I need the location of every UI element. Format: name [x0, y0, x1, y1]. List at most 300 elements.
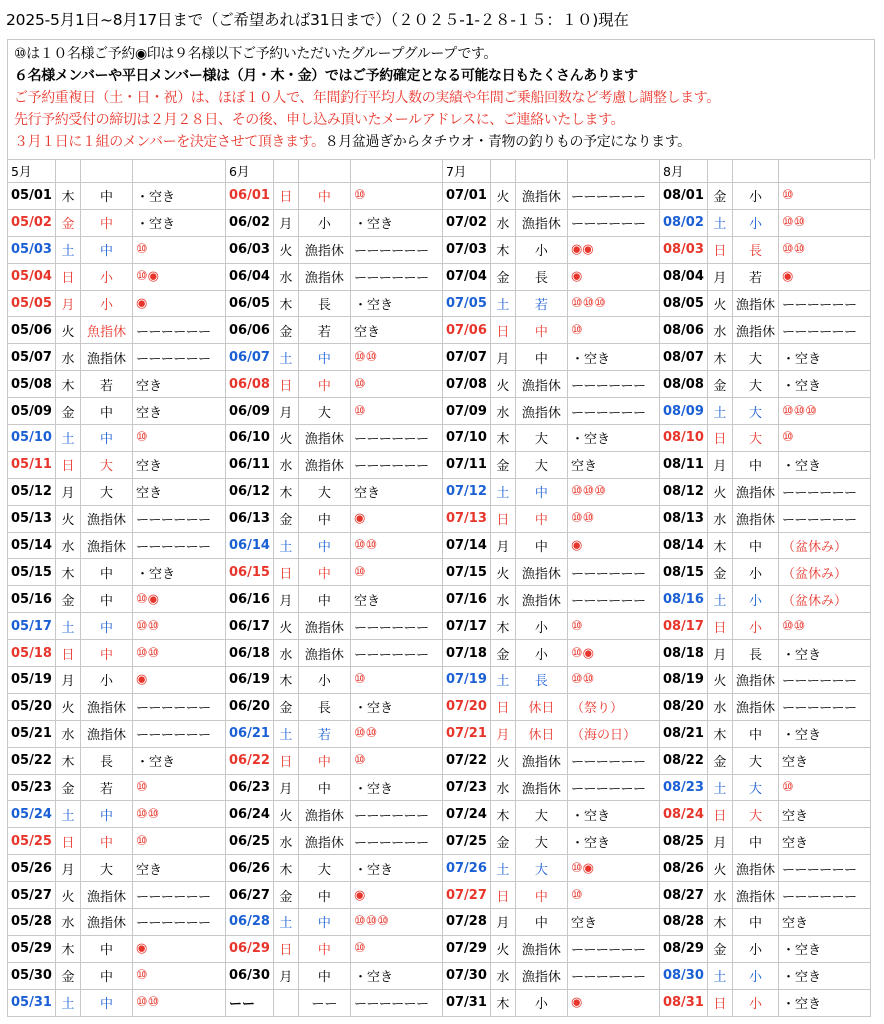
day-status-cell: ・空き: [567, 801, 659, 828]
day-weekday-cell: 木: [490, 801, 515, 828]
day-date-cell: 05/26: [8, 855, 56, 882]
day-status-cell: ⑩: [350, 935, 442, 962]
notice-box: [7, 39, 875, 159]
day-date-cell: 07/02: [442, 209, 490, 236]
day-date-cell: 06/03: [226, 236, 274, 263]
day-status-cell: ・空き: [133, 747, 226, 774]
day-status-cell: ・空き: [567, 828, 659, 855]
day-date-cell: 07/08: [442, 371, 490, 398]
day-status-cell: ーーーーーー: [350, 989, 442, 1016]
day-tide-cell: 長: [515, 263, 567, 290]
day-weekday-cell: 日: [490, 693, 515, 720]
day-tide-cell: 中: [515, 478, 567, 505]
schedule-row: [8, 667, 871, 694]
notice-line-5-part-a: ３月１日に１組のメンバーを決定させて頂きます。: [14, 134, 325, 150]
day-weekday-cell: 金: [490, 263, 515, 290]
schedule-row: [8, 478, 871, 505]
day-weekday-cell: 火: [707, 667, 732, 694]
day-status-cell: ⑩⑩⑩: [567, 478, 659, 505]
day-status-cell: ・空き: [567, 425, 659, 452]
day-weekday-cell: 月: [490, 532, 515, 559]
day-tide-cell: 漁指休: [515, 371, 567, 398]
day-date-cell: 07/17: [442, 613, 490, 640]
day-status-cell: 空き: [133, 451, 226, 478]
day-date-cell: 07/26: [442, 855, 490, 882]
day-weekday-cell: 木: [707, 909, 732, 936]
day-tide-cell: 漁指休: [515, 747, 567, 774]
day-weekday-cell: 木: [490, 989, 515, 1016]
day-status-cell: ・空き: [133, 209, 226, 236]
day-status-cell: ◉: [350, 882, 442, 909]
day-status-cell: （盆休み）: [778, 559, 870, 586]
day-tide-cell: 中: [81, 828, 133, 855]
day-date-cell: 07/29: [442, 935, 490, 962]
day-tide-cell: 漁指休: [732, 855, 778, 882]
day-date-cell: 05/12: [8, 478, 56, 505]
day-tide-cell: 中: [298, 909, 350, 936]
day-weekday-cell: 月: [273, 398, 298, 425]
day-status-cell: ⑩⑩: [133, 801, 226, 828]
day-tide-cell: 小: [732, 209, 778, 236]
day-date-cell: 08/12: [659, 478, 707, 505]
schedule-row: [8, 344, 871, 371]
schedule-row: [8, 371, 871, 398]
day-status-cell: ・空き: [778, 451, 870, 478]
day-weekday-cell: 水: [56, 909, 81, 936]
day-date-cell: 06/18: [226, 640, 274, 667]
day-tide-cell: 中: [298, 344, 350, 371]
day-weekday-cell: 土: [56, 613, 81, 640]
schedule-row: [8, 935, 871, 962]
day-status-cell: ーーーーーー: [567, 747, 659, 774]
day-date-cell: 05/24: [8, 801, 56, 828]
day-weekday-cell: 水: [273, 451, 298, 478]
day-status-cell: ⑩◉: [133, 586, 226, 613]
day-weekday-cell: 月: [273, 209, 298, 236]
day-tide-cell: 小: [732, 613, 778, 640]
day-tide-cell: 大: [732, 371, 778, 398]
day-date-cell: 08/14: [659, 532, 707, 559]
day-weekday-cell: 日: [273, 935, 298, 962]
day-date-cell: 05/23: [8, 774, 56, 801]
day-tide-cell: 大: [732, 425, 778, 452]
day-tide-cell: 小: [515, 613, 567, 640]
day-weekday-cell: 火: [707, 855, 732, 882]
day-date-cell: 07/27: [442, 882, 490, 909]
day-status-cell: ーーーーーー: [778, 317, 870, 344]
day-date-cell: 07/28: [442, 909, 490, 936]
day-tide-cell: 漁指休: [732, 882, 778, 909]
day-date-cell: 05/09: [8, 398, 56, 425]
day-tide-cell: 漁指休: [298, 828, 350, 855]
day-weekday-cell: 土: [273, 909, 298, 936]
day-status-cell: ーーーーーー: [778, 855, 870, 882]
day-weekday-cell: 土: [707, 209, 732, 236]
page-title: 2025-5月1日~8月17日まで（ご希望あれば31日まで）（２０２５-1-２８-１５：１０)現在: [6, 11, 629, 29]
day-date-cell: 08/11: [659, 451, 707, 478]
day-tide-cell: 中: [298, 183, 350, 210]
day-tide-cell: 漁指休: [515, 586, 567, 613]
schedule-row: [8, 828, 871, 855]
day-tide-cell: 大: [515, 451, 567, 478]
day-status-cell: ーーーーーー: [778, 290, 870, 317]
day-date-cell: 07/30: [442, 962, 490, 989]
day-status-cell: ◉: [133, 667, 226, 694]
day-date-cell: 08/18: [659, 640, 707, 667]
month-header-row: [8, 160, 871, 183]
day-tide-cell: 中: [298, 747, 350, 774]
day-date-cell: 08/06: [659, 317, 707, 344]
notice-line-2: ６名様メンバーや平日メンバー様は（月・木・金）ではご予約確定となる可能な日もたくさんあります: [14, 68, 638, 84]
day-weekday-cell: 月: [707, 640, 732, 667]
day-tide-cell: 中: [732, 909, 778, 936]
day-date-cell: 07/18: [442, 640, 490, 667]
day-tide-cell: 漁指休: [515, 183, 567, 210]
day-tide-cell: 小: [732, 989, 778, 1016]
day-tide-cell: 漁指休: [515, 935, 567, 962]
day-date-cell: 05/08: [8, 371, 56, 398]
day-date-cell: 06/12: [226, 478, 274, 505]
day-weekday-cell: 木: [56, 371, 81, 398]
day-tide-cell: 漁指休: [81, 532, 133, 559]
day-status-cell: ・空き: [778, 962, 870, 989]
day-tide-cell: 小: [81, 290, 133, 317]
day-tide-cell: 休日: [515, 693, 567, 720]
day-tide-cell: 若: [81, 774, 133, 801]
day-tide-cell: 小: [298, 209, 350, 236]
day-status-cell: ⑩⑩: [133, 989, 226, 1016]
day-status-cell: 空き: [778, 828, 870, 855]
day-tide-cell: 中: [298, 505, 350, 532]
day-status-cell: ・空き: [778, 640, 870, 667]
day-weekday-cell: 木: [56, 747, 81, 774]
day-date-cell: 05/02: [8, 209, 56, 236]
day-date-cell: 06/09: [226, 398, 274, 425]
day-date-cell: 08/08: [659, 371, 707, 398]
day-tide-cell: 漁指休: [732, 290, 778, 317]
day-weekday-cell: 日: [56, 451, 81, 478]
day-tide-cell: 大: [515, 425, 567, 452]
day-tide-cell: 大: [732, 801, 778, 828]
day-weekday-cell: 木: [273, 478, 298, 505]
day-status-cell: 空き: [133, 371, 226, 398]
day-status-cell: ⑩: [567, 613, 659, 640]
day-tide-cell: 魚指休: [81, 317, 133, 344]
day-weekday-cell: 土: [490, 667, 515, 694]
day-tide-cell: 大: [515, 828, 567, 855]
day-weekday-cell: 日: [707, 425, 732, 452]
day-tide-cell: 中: [515, 882, 567, 909]
day-date-cell: 06/30: [226, 962, 274, 989]
day-weekday-cell: 日: [707, 236, 732, 263]
schedule-row: [8, 855, 871, 882]
day-date-cell: 08/23: [659, 774, 707, 801]
day-status-cell: ・空き: [778, 371, 870, 398]
day-weekday-cell: 月: [56, 855, 81, 882]
schedule-row: [8, 747, 871, 774]
month-header-august: 8月: [659, 160, 707, 183]
day-tide-cell: 小: [732, 962, 778, 989]
day-tide-cell: 中: [81, 209, 133, 236]
day-date-cell: 07/31: [442, 989, 490, 1016]
day-tide-cell: 長: [515, 667, 567, 694]
day-date-cell: 08/25: [659, 828, 707, 855]
day-status-cell: ーーーーーー: [133, 720, 226, 747]
day-tide-cell: 若: [298, 317, 350, 344]
day-status-cell: ◉: [133, 935, 226, 962]
day-weekday-cell: 水: [273, 640, 298, 667]
day-status-cell: ーーーーーー: [778, 693, 870, 720]
day-weekday-cell: 木: [273, 290, 298, 317]
day-status-cell: ・空き: [350, 774, 442, 801]
notice-line-5: [14, 131, 874, 153]
day-tide-cell: 漁指休: [515, 774, 567, 801]
day-tide-cell: 中: [298, 559, 350, 586]
day-status-cell: ーーーーーー: [133, 882, 226, 909]
day-tide-cell: 中: [515, 532, 567, 559]
day-tide-cell: 中: [298, 532, 350, 559]
day-weekday-cell: 土: [273, 532, 298, 559]
day-weekday-cell: 火: [490, 747, 515, 774]
day-date-cell: 08/10: [659, 425, 707, 452]
day-status-cell: ⑩: [350, 667, 442, 694]
day-status-cell: ーーーーーー: [350, 451, 442, 478]
day-weekday-cell: 水: [56, 532, 81, 559]
day-tide-cell: 漁指休: [298, 425, 350, 452]
day-status-cell: ⑩⑩: [567, 505, 659, 532]
day-weekday-cell: 金: [56, 962, 81, 989]
day-status-cell: ◉: [133, 290, 226, 317]
day-date-cell: 06/23: [226, 774, 274, 801]
day-status-cell: ーーーーーー: [350, 613, 442, 640]
day-weekday-cell: 月: [490, 909, 515, 936]
day-status-cell: ◉: [778, 263, 870, 290]
day-date-cell: 07/10: [442, 425, 490, 452]
schedule-row: [8, 882, 871, 909]
day-date-cell: 07/25: [442, 828, 490, 855]
day-tide-cell: 小: [515, 236, 567, 263]
day-tide-cell: 中: [298, 774, 350, 801]
day-tide-cell: 中: [515, 909, 567, 936]
day-weekday-cell: 火: [56, 693, 81, 720]
day-weekday-cell: 木: [56, 183, 81, 210]
day-weekday-cell: 月: [273, 962, 298, 989]
day-tide-cell: 漁指休: [515, 962, 567, 989]
day-status-cell: ーーーーーー: [567, 371, 659, 398]
day-tide-cell: 漁指休: [732, 478, 778, 505]
day-tide-cell: 中: [81, 425, 133, 452]
day-tide-cell: 漁指休: [515, 398, 567, 425]
day-weekday-cell: 金: [273, 693, 298, 720]
day-status-cell: ーーーーーー: [567, 586, 659, 613]
day-tide-cell: 大: [732, 398, 778, 425]
day-status-cell: （祭り）: [567, 693, 659, 720]
day-weekday-cell: 月: [56, 290, 81, 317]
day-weekday-cell: 金: [490, 451, 515, 478]
day-weekday-cell: 月: [490, 344, 515, 371]
day-date-cell: 05/27: [8, 882, 56, 909]
day-date-cell: 05/25: [8, 828, 56, 855]
day-date-cell: 07/09: [442, 398, 490, 425]
schedule-row: [8, 236, 871, 263]
day-weekday-cell: 木: [273, 855, 298, 882]
day-tide-cell: 中: [81, 236, 133, 263]
day-date-cell: 06/20: [226, 693, 274, 720]
day-status-cell: ・空き: [350, 209, 442, 236]
day-status-cell: ⑩: [567, 882, 659, 909]
schedule-row: [8, 774, 871, 801]
day-tide-cell: 若: [515, 290, 567, 317]
schedule-row: [8, 398, 871, 425]
day-status-cell: ーーーーーー: [778, 882, 870, 909]
day-tide-cell: 中: [81, 613, 133, 640]
schedule-row: [8, 962, 871, 989]
day-date-cell: 08/09: [659, 398, 707, 425]
day-status-cell: ⑩⑩: [778, 236, 870, 263]
schedule-row: [8, 317, 871, 344]
day-weekday-cell: 土: [707, 398, 732, 425]
day-weekday-cell: 金: [273, 505, 298, 532]
day-weekday-cell: 火: [56, 505, 81, 532]
day-weekday-cell: 土: [56, 236, 81, 263]
day-status-cell: ーーーーーー: [350, 640, 442, 667]
day-tide-cell: 大: [81, 478, 133, 505]
day-weekday-cell: 木: [707, 532, 732, 559]
day-status-cell: ーーーーーー: [567, 183, 659, 210]
day-tide-cell: 大: [515, 855, 567, 882]
day-status-cell: ーーーーーー: [350, 236, 442, 263]
day-weekday-cell: 月: [273, 774, 298, 801]
notice-line-3: ご予約重複日（土・日・祝）は、ほぼ１０人で、年間釣行平均人数の実績や年間ご乗船回数など考慮し調整します。: [14, 90, 720, 106]
day-weekday-cell: 水: [707, 505, 732, 532]
day-date-cell: 05/18: [8, 640, 56, 667]
day-tide-cell: 休日: [515, 720, 567, 747]
day-weekday-cell: 木: [490, 613, 515, 640]
day-date-cell: 05/19: [8, 667, 56, 694]
day-weekday-cell: 日: [56, 263, 81, 290]
day-status-cell: ⑩: [350, 183, 442, 210]
day-date-cell: 06/04: [226, 263, 274, 290]
day-tide-cell: 小: [81, 263, 133, 290]
day-weekday-cell: 水: [490, 209, 515, 236]
day-date-cell: 06/11: [226, 451, 274, 478]
schedule-row: [8, 720, 871, 747]
day-date-cell: 06/28: [226, 909, 274, 936]
day-weekday-cell: 金: [490, 640, 515, 667]
day-date-cell: 05/06: [8, 317, 56, 344]
day-status-cell: 空き: [133, 478, 226, 505]
day-weekday-cell: 土: [56, 989, 81, 1016]
day-date-cell: 08/05: [659, 290, 707, 317]
day-status-cell: ーーーーーー: [567, 209, 659, 236]
day-status-cell: ・空き: [350, 290, 442, 317]
day-tide-cell: 大: [732, 747, 778, 774]
schedule-row: [8, 209, 871, 236]
day-date-cell: 05/30: [8, 962, 56, 989]
day-tide-cell: 長: [298, 693, 350, 720]
day-date-cell: 07/07: [442, 344, 490, 371]
day-tide-cell: 中: [732, 720, 778, 747]
day-status-cell: （海の日）: [567, 720, 659, 747]
day-weekday-cell: 金: [56, 398, 81, 425]
day-date-cell: 05/31: [8, 989, 56, 1016]
day-date-cell: 08/22: [659, 747, 707, 774]
day-date-cell: 05/20: [8, 693, 56, 720]
day-status-cell: ーーーーーー: [567, 774, 659, 801]
day-weekday-cell: 水: [707, 317, 732, 344]
day-date-cell: 07/05: [442, 290, 490, 317]
month-header-june: 6月: [226, 160, 274, 183]
schedule-row: [8, 613, 871, 640]
day-weekday-cell: 日: [490, 505, 515, 532]
day-status-cell: ◉: [567, 989, 659, 1016]
day-tide-cell: 漁指休: [298, 451, 350, 478]
day-date-cell: 05/14: [8, 532, 56, 559]
day-tide-cell: 漁指休: [298, 613, 350, 640]
day-status-cell: ーーーーーー: [133, 317, 226, 344]
day-date-cell: 06/22: [226, 747, 274, 774]
day-status-cell: ・空き: [778, 935, 870, 962]
day-weekday-cell: 土: [707, 586, 732, 613]
day-date-cell: 07/01: [442, 183, 490, 210]
day-date-cell: 06/17: [226, 613, 274, 640]
day-status-cell: ⑩⑩: [350, 532, 442, 559]
day-status-cell: ⑩: [133, 828, 226, 855]
day-date-cell: 07/16: [442, 586, 490, 613]
day-status-cell: ーーーーーー: [567, 398, 659, 425]
day-status-cell: ーーーーーー: [133, 505, 226, 532]
day-date-cell: 06/29: [226, 935, 274, 962]
day-status-cell: ⑩: [350, 559, 442, 586]
day-weekday-cell: 土: [273, 720, 298, 747]
day-weekday-cell: 金: [56, 209, 81, 236]
day-date-cell: 05/13: [8, 505, 56, 532]
day-weekday-cell: 金: [273, 882, 298, 909]
day-status-cell: ⑩: [778, 774, 870, 801]
day-date-cell: 08/30: [659, 962, 707, 989]
day-status-cell: （盆休み）: [778, 532, 870, 559]
day-weekday-cell: 土: [490, 855, 515, 882]
day-weekday-cell: 日: [707, 613, 732, 640]
day-status-cell: ーーーーーー: [133, 693, 226, 720]
day-weekday-cell: 火: [707, 290, 732, 317]
day-status-cell: ⑩◉: [567, 855, 659, 882]
day-status-cell: ⑩⑩: [567, 667, 659, 694]
day-date-cell: 05/29: [8, 935, 56, 962]
day-date-cell: 06/26: [226, 855, 274, 882]
day-tide-cell: 大: [81, 451, 133, 478]
day-status-cell: ーーーーーー: [778, 505, 870, 532]
day-status-cell: ーーーーーー: [567, 935, 659, 962]
day-status-cell: ーーーーーー: [350, 425, 442, 452]
day-weekday-cell: 水: [707, 882, 732, 909]
day-weekday-cell: 日: [707, 801, 732, 828]
day-status-cell: ーーーーーー: [778, 478, 870, 505]
day-date-cell: 06/08: [226, 371, 274, 398]
day-tide-cell: 漁指休: [298, 640, 350, 667]
day-date-cell: 08/29: [659, 935, 707, 962]
day-status-cell: ◉◉: [567, 236, 659, 263]
day-tide-cell: 長: [732, 640, 778, 667]
schedule-table: [7, 159, 871, 1017]
day-date-cell: 07/19: [442, 667, 490, 694]
day-weekday-cell: 水: [707, 693, 732, 720]
day-weekday-cell: 火: [56, 882, 81, 909]
day-tide-cell: 小: [732, 586, 778, 613]
day-status-cell: ⑩⑩: [133, 613, 226, 640]
day-status-cell: ⑩⑩: [133, 640, 226, 667]
day-tide-cell: 小: [298, 667, 350, 694]
